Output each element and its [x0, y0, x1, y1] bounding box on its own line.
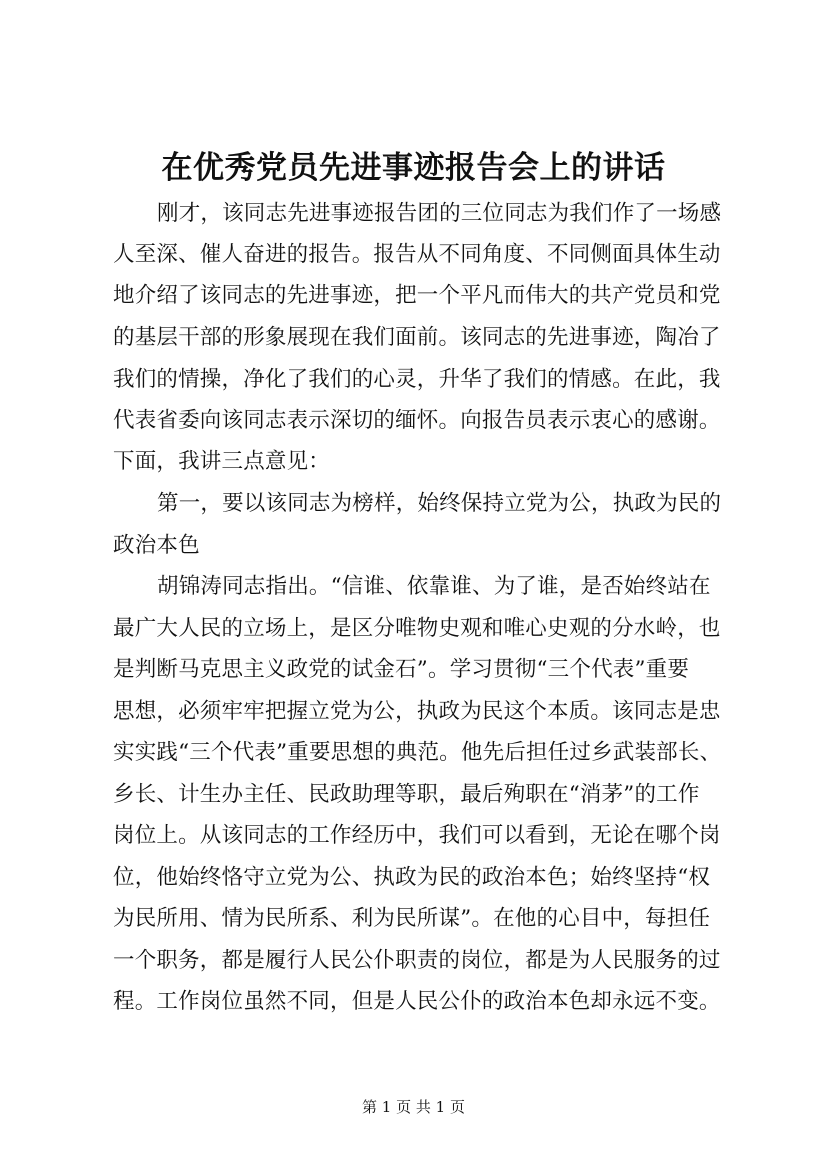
text-line-1: 刚才，该同志先进事迹报告团的三位同志为我们作了一场感: [157, 201, 722, 226]
text-line-11: 最广大人民的立场上，是区分唯物史观和唯心史观的分水岭，也: [113, 616, 721, 641]
text-line-15: 乡长、计生办主任、民政助理等职，最后殉职在“消茅”的工作: [113, 782, 700, 807]
text-line-3: 地介绍了该同志的先进事迹，把一个平凡而伟大的共产党员和党: [113, 283, 721, 308]
text-line-17: 位，他始终恪守立党为公、执政为民的政治本色；始终坚持“权: [113, 865, 711, 890]
text-line-6: 代表省委向该同志表示深切的缅怀。向报告员表示衷心的感谢。: [113, 408, 721, 433]
text-line-19: 一个职务，都是履行人民公仆职责的岗位，都是为人民服务的过: [113, 948, 721, 973]
text-line-2: 人至深、催人奋进的报告。报告从不同角度、不同侧面具体生动: [113, 242, 721, 267]
text-line-18: 为民所用、情为民所系、利为民所谋”。在他的心目中，每担任: [113, 906, 711, 931]
text-line-14: 实实践“三个代表”重要思想的典范。他先后担任过乡武装部长、: [113, 740, 722, 765]
text-line-20: 程。工作岗位虽然不同，但是人民公仆的政治本色却永远不变。: [113, 989, 721, 1014]
text-line-13: 思想，必须牢牢把握立党为公，执政为民这个本质。该同志是忠: [113, 699, 721, 724]
document-title: 在优秀党员先进事迹报告会上的讲话: [161, 150, 666, 186]
text-line-4: 的基层干部的形象展现在我们面前。该同志的先进事迹，陶冶了: [113, 325, 721, 350]
text-line-16: 岗位上。从该同志的工作经历中，我们可以看到，无论在哪个岗: [113, 823, 721, 848]
text-line-5: 我们的情操，净化了我们的心灵，升华了我们的情感。在此，我: [113, 367, 721, 392]
text-line-7: 下面，我讲三点意见：: [113, 449, 331, 474]
page-footer: 第 1 页 共 1 页: [362, 1098, 465, 1116]
text-line-12: 是判断马克思主义政党的试金石”。学习贯彻“三个代表”重要: [113, 657, 690, 682]
section-heading-line-2: 政治本色: [113, 533, 200, 558]
text-line-10: 胡锦涛同志指出。“信谁、依靠谁、为了谁，是否始终站在: [157, 574, 711, 599]
section-heading-line-1: 第一，要以该同志为榜样，始终保持立党为公，执政为民的: [157, 491, 722, 516]
